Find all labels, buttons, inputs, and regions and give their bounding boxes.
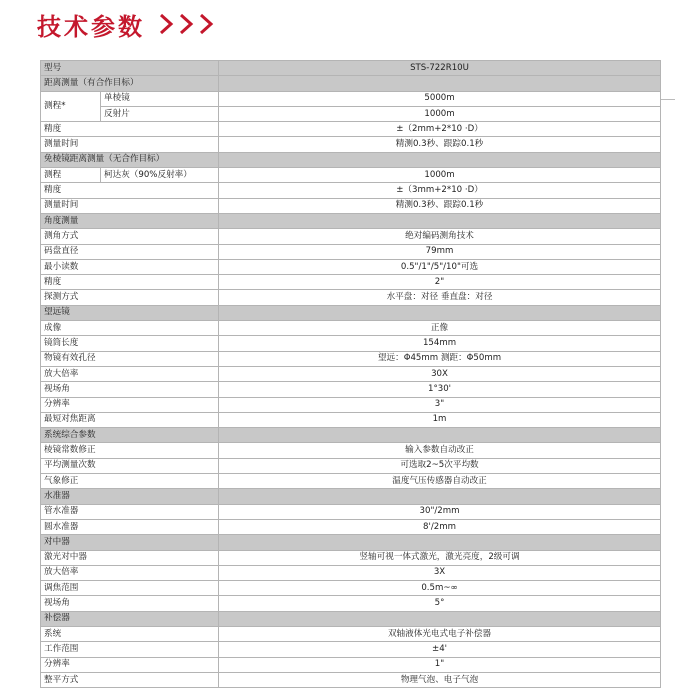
spec-label: 工作范围 bbox=[41, 642, 219, 657]
spec-label: 圆水准器 bbox=[41, 519, 219, 534]
section-blank bbox=[219, 76, 661, 91]
section-title: 望远镜 bbox=[41, 305, 219, 320]
section-title: 免棱镜距离测量（无合作目标） bbox=[41, 152, 219, 167]
spec-row bbox=[41, 351, 661, 366]
section-title: 对中器 bbox=[41, 535, 219, 550]
section-title: 补偿器 bbox=[41, 611, 219, 626]
triple-chevron-right-icon bbox=[159, 12, 221, 36]
section-blank bbox=[219, 489, 661, 504]
spec-label: 视场角 bbox=[41, 382, 219, 397]
spec-row bbox=[41, 519, 661, 534]
range-value: 1000m bbox=[219, 106, 661, 121]
range-row bbox=[41, 106, 661, 121]
spec-value: ±（3mm+2*10 ·D） bbox=[219, 183, 661, 198]
spec-value: 输入参数自动改正 bbox=[219, 443, 661, 458]
spec-label: 激光对中器 bbox=[41, 550, 219, 565]
spec-row bbox=[41, 275, 661, 290]
spec-value: 双轴液体光电式电子补偿器 bbox=[219, 626, 661, 641]
spec-label: 测量时间 bbox=[41, 137, 219, 152]
section-header bbox=[41, 76, 661, 91]
spec-value: 79mm bbox=[219, 244, 661, 259]
spec-row bbox=[41, 565, 661, 580]
spec-label: 最短对焦距离 bbox=[41, 412, 219, 427]
section-header bbox=[41, 428, 661, 443]
section-header bbox=[41, 305, 661, 320]
spec-value: 1" bbox=[219, 657, 661, 672]
spec-value: 30"/2mm bbox=[219, 504, 661, 519]
spec-row bbox=[41, 474, 661, 489]
spec-label: 码盘直径 bbox=[41, 244, 219, 259]
section-header bbox=[41, 152, 661, 167]
spec-value: ±4' bbox=[219, 642, 661, 657]
model-value: STS-722R10U bbox=[219, 61, 661, 76]
spec-value: 8'/2mm bbox=[219, 519, 661, 534]
spec-value: 竖轴可视一体式激光，激光亮度，2级可调 bbox=[219, 550, 661, 565]
section-header bbox=[41, 213, 661, 228]
spec-row bbox=[41, 122, 661, 137]
spec-row bbox=[41, 382, 661, 397]
spec-row bbox=[41, 397, 661, 412]
spec-row bbox=[41, 550, 661, 565]
spec-value: 0.5"/1"/5"/10"可选 bbox=[219, 259, 661, 274]
margin-rule bbox=[661, 99, 675, 100]
section-blank bbox=[219, 152, 661, 167]
spec-value: 水平盘：对径 垂直盘：对径 bbox=[219, 290, 661, 305]
spec-label: 管水准器 bbox=[41, 504, 219, 519]
spec-label: 探测方式 bbox=[41, 290, 219, 305]
spec-row bbox=[41, 366, 661, 381]
section-title: 水准器 bbox=[41, 489, 219, 504]
page-title: 技术参数 bbox=[37, 12, 145, 41]
spec-value: 精测0.3秒、跟踪0.1秒 bbox=[219, 137, 661, 152]
section-title: 系统综合参数 bbox=[41, 428, 219, 443]
spec-row bbox=[41, 198, 661, 213]
spec-label: 精度 bbox=[41, 122, 219, 137]
model-row bbox=[41, 61, 661, 76]
spec-row bbox=[41, 244, 661, 259]
spec-value: 3" bbox=[219, 397, 661, 412]
range-row bbox=[41, 168, 661, 183]
range-label: 测程* bbox=[41, 91, 101, 122]
spec-value: 2" bbox=[219, 275, 661, 290]
spec-label: 分辨率 bbox=[41, 397, 219, 412]
model-label: 型号 bbox=[41, 61, 219, 76]
spec-value: 正像 bbox=[219, 321, 661, 336]
spec-row bbox=[41, 259, 661, 274]
spec-row bbox=[41, 657, 661, 672]
range-label: 测程 bbox=[41, 168, 101, 183]
range-row bbox=[41, 91, 661, 106]
spec-label: 成像 bbox=[41, 321, 219, 336]
spec-row bbox=[41, 321, 661, 336]
spec-row bbox=[41, 672, 661, 687]
spec-label: 测量时间 bbox=[41, 198, 219, 213]
spec-value: ±（2mm+2*10 ·D） bbox=[219, 122, 661, 137]
spec-label: 放大倍率 bbox=[41, 565, 219, 580]
spec-value: 望远：Φ45mm 测距：Φ50mm bbox=[219, 351, 661, 366]
section-blank bbox=[219, 213, 661, 228]
spec-label: 测角方式 bbox=[41, 229, 219, 244]
spec-value: 物理气泡、电子气泡 bbox=[219, 672, 661, 687]
spec-label: 最小读数 bbox=[41, 259, 219, 274]
range-target: 柯达灰（90%反射率） bbox=[101, 168, 219, 183]
spec-label: 系统 bbox=[41, 626, 219, 641]
spec-label: 物镜有效孔径 bbox=[41, 351, 219, 366]
spec-row bbox=[41, 581, 661, 596]
range-target: 单棱镜 bbox=[101, 91, 219, 106]
spec-label: 视场角 bbox=[41, 596, 219, 611]
spec-value: 1m bbox=[219, 412, 661, 427]
spec-value: 3X bbox=[219, 565, 661, 580]
spec-value: 154mm bbox=[219, 336, 661, 351]
page-title-block bbox=[37, 4, 221, 44]
range-value: 5000m bbox=[219, 91, 661, 106]
spec-row bbox=[41, 229, 661, 244]
spec-value: 可选取2~5次平均数 bbox=[219, 458, 661, 473]
section-blank bbox=[219, 611, 661, 626]
section-header bbox=[41, 611, 661, 626]
spec-row bbox=[41, 137, 661, 152]
spec-row bbox=[41, 504, 661, 519]
spec-value: 0.5m~∞ bbox=[219, 581, 661, 596]
spec-value: 30X bbox=[219, 366, 661, 381]
section-title: 距离测量（有合作目标） bbox=[41, 76, 219, 91]
spec-row bbox=[41, 412, 661, 427]
spec-label: 整平方式 bbox=[41, 672, 219, 687]
spec-row bbox=[41, 336, 661, 351]
spec-label: 调焦范围 bbox=[41, 581, 219, 596]
section-blank bbox=[219, 305, 661, 320]
spec-table-body bbox=[41, 61, 661, 688]
section-header bbox=[41, 535, 661, 550]
spec-label: 分辨率 bbox=[41, 657, 219, 672]
spec-value: 1°30' bbox=[219, 382, 661, 397]
spec-label: 放大倍率 bbox=[41, 366, 219, 381]
spec-value: 精测0.3秒、跟踪0.1秒 bbox=[219, 198, 661, 213]
section-blank bbox=[219, 428, 661, 443]
range-target: 反射片 bbox=[101, 106, 219, 121]
spec-row bbox=[41, 642, 661, 657]
spec-value: 5° bbox=[219, 596, 661, 611]
spec-label: 平均测量次数 bbox=[41, 458, 219, 473]
spec-value: 温度气压传感器自动改正 bbox=[219, 474, 661, 489]
spec-row bbox=[41, 458, 661, 473]
section-title: 角度测量 bbox=[41, 213, 219, 228]
spec-row bbox=[41, 596, 661, 611]
spec-row bbox=[41, 183, 661, 198]
spec-table bbox=[40, 60, 661, 688]
spec-row bbox=[41, 626, 661, 641]
spec-row bbox=[41, 290, 661, 305]
spec-label: 精度 bbox=[41, 275, 219, 290]
section-header bbox=[41, 489, 661, 504]
spec-label: 镜筒长度 bbox=[41, 336, 219, 351]
spec-label: 精度 bbox=[41, 183, 219, 198]
spec-row bbox=[41, 443, 661, 458]
spec-label: 棱镜常数修正 bbox=[41, 443, 219, 458]
spec-label: 气象修正 bbox=[41, 474, 219, 489]
range-value: 1000m bbox=[219, 168, 661, 183]
spec-value: 绝对编码测角技术 bbox=[219, 229, 661, 244]
section-blank bbox=[219, 535, 661, 550]
